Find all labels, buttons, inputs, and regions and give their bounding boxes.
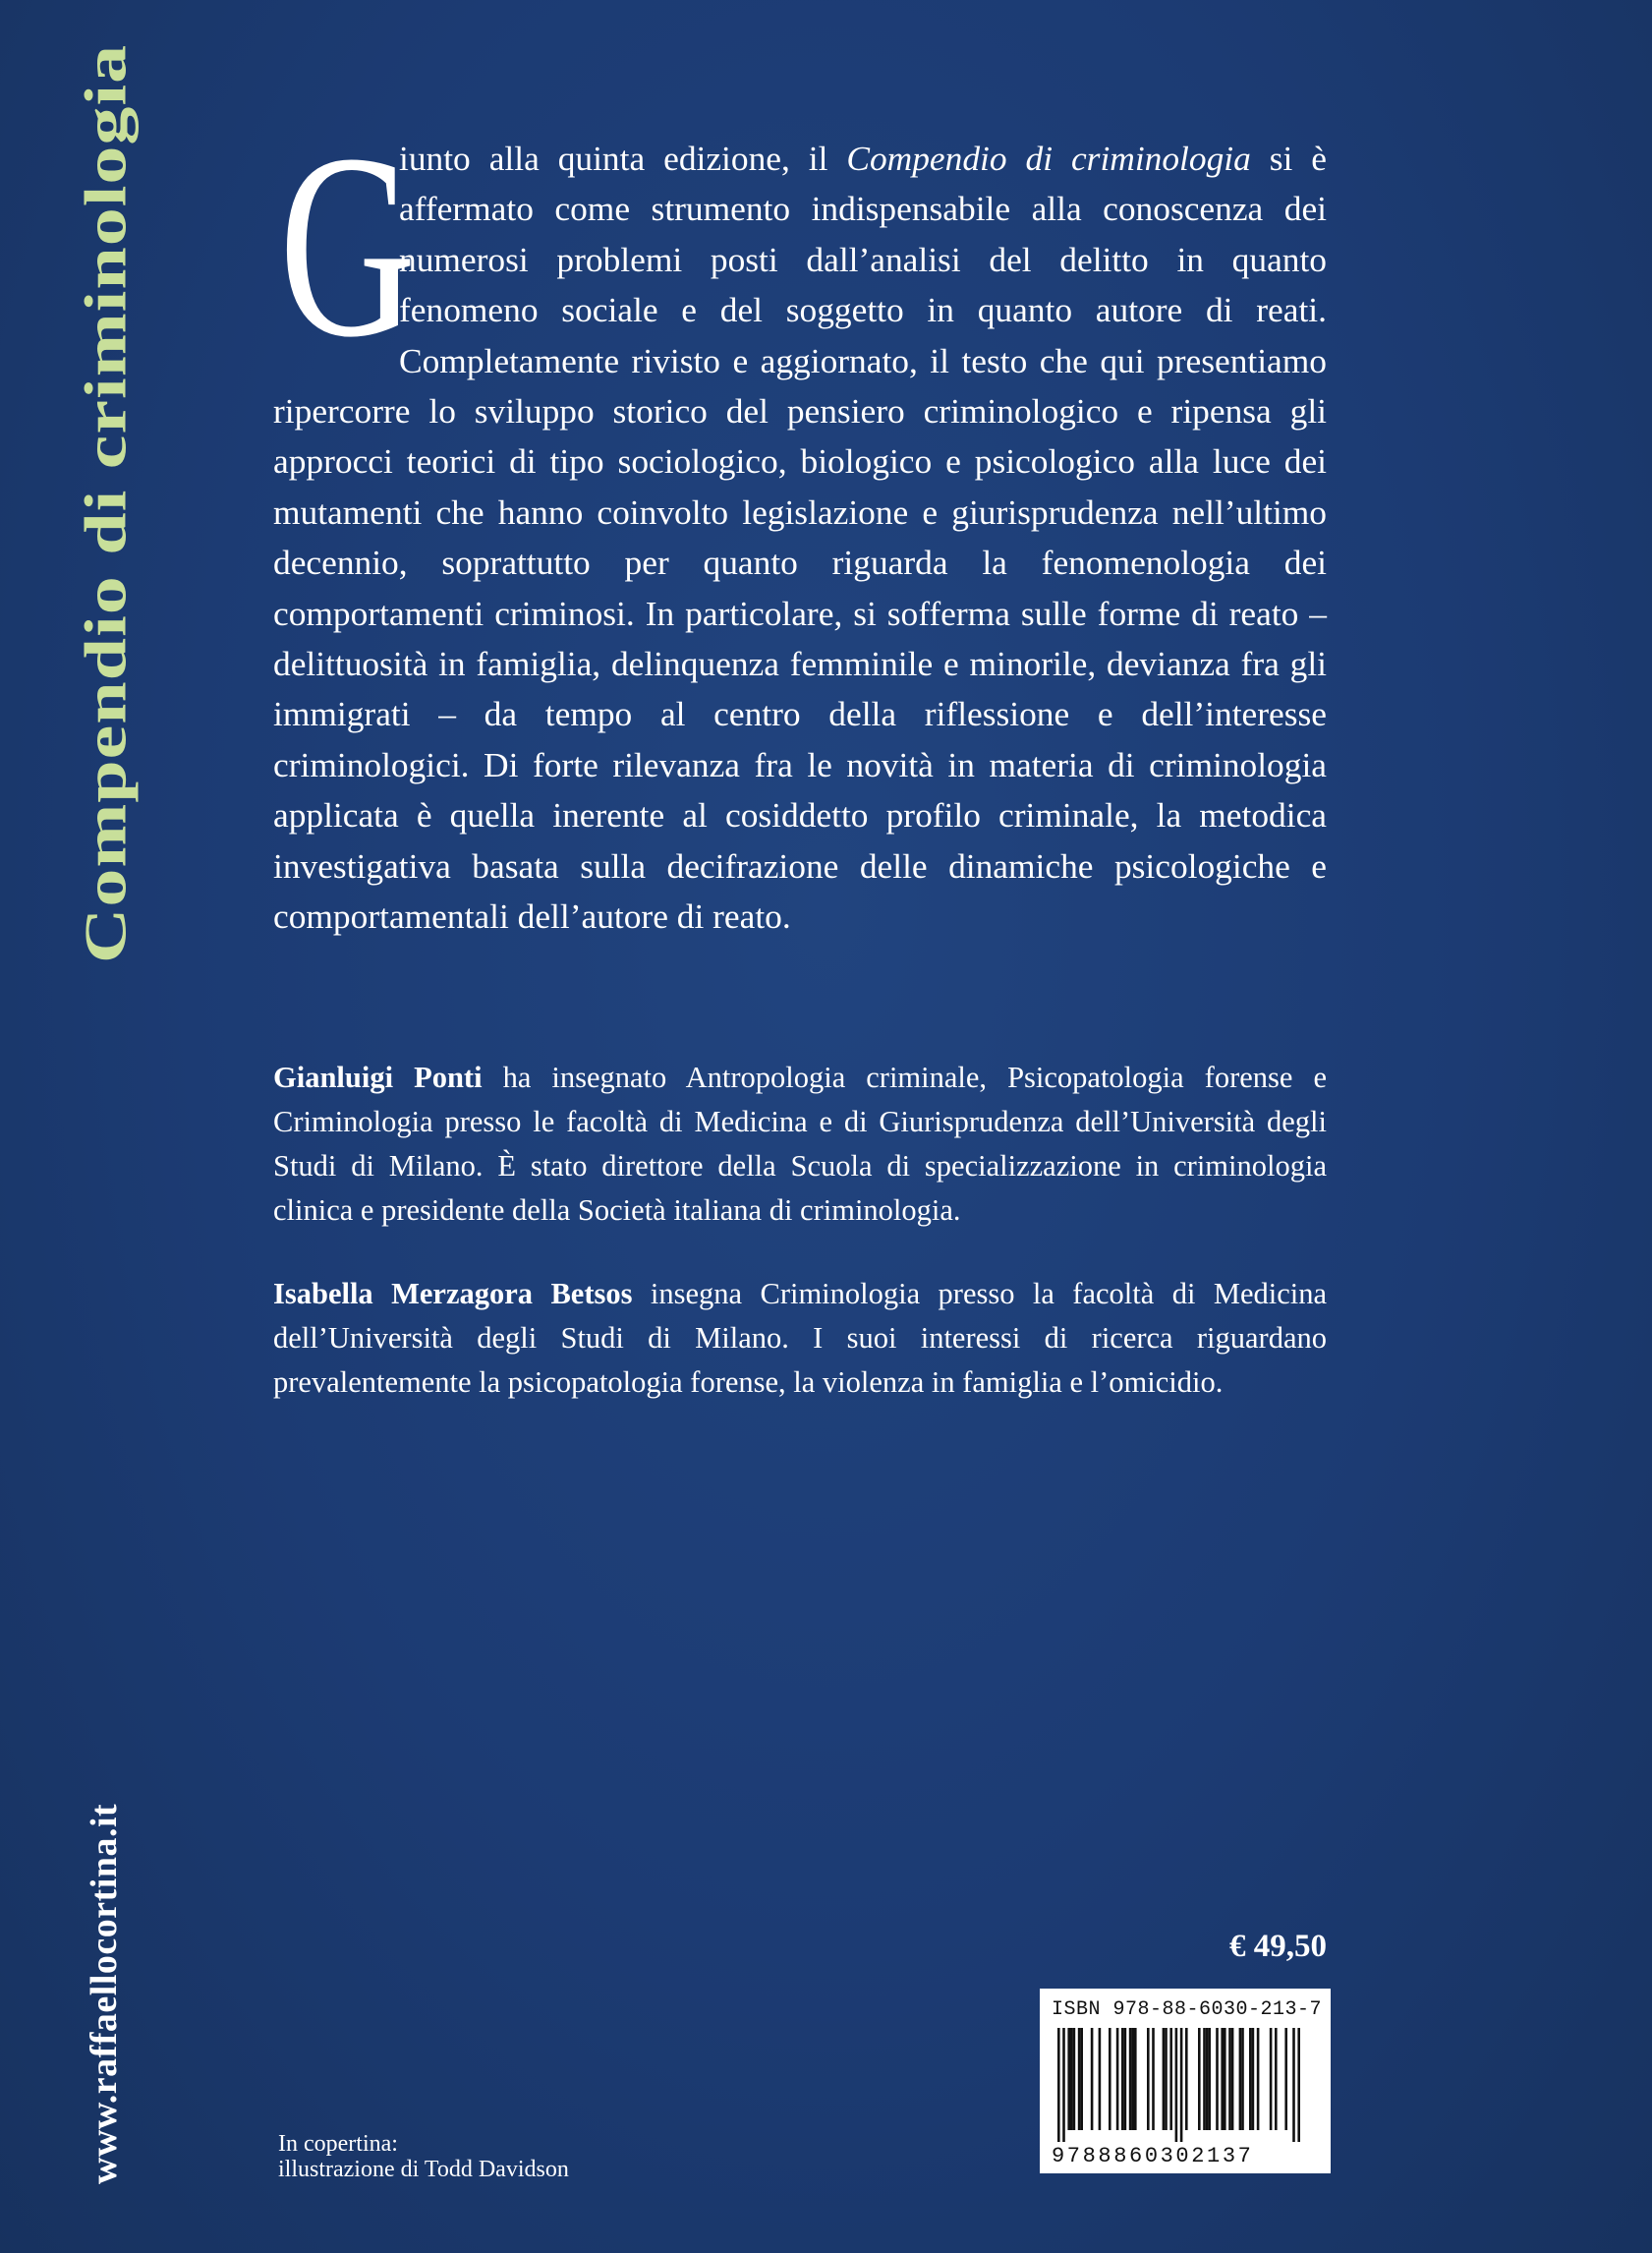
- barcode-bar: [1165, 2028, 1168, 2130]
- barcode-bar: [1185, 2028, 1188, 2130]
- barcode-bar: [1131, 2028, 1134, 2130]
- author-name: Gianluigi Ponti: [273, 1061, 483, 1094]
- barcode-bar: [1121, 2028, 1124, 2130]
- barcode-bar: [1216, 2028, 1219, 2130]
- barcode-bar: [1198, 2028, 1201, 2130]
- barcode-bar: [1208, 2028, 1211, 2130]
- description-book-title: Compendio di criminologia: [846, 139, 1251, 178]
- cover-credit: [278, 2131, 569, 2182]
- barcode-bar: [1134, 2028, 1137, 2130]
- isbn-number: ISBN 978-88-6030-213-7: [1052, 1998, 1323, 2021]
- barcode-bar: [1147, 2028, 1150, 2130]
- barcode-panel: [1040, 1989, 1331, 2173]
- drop-cap-letter: G: [279, 99, 417, 391]
- publisher-website: www.raffaellocortina.it: [84, 1803, 125, 2184]
- barcode-bar: [1129, 2028, 1132, 2130]
- barcode-icon: [1057, 2028, 1313, 2142]
- barcode-bar: [1073, 2028, 1076, 2130]
- barcode-bar: [1270, 2028, 1273, 2130]
- barcode-bar: [1231, 2028, 1234, 2130]
- barcode-bar: [1070, 2028, 1073, 2130]
- author-bio-text: insegna Criminologia presso la facoltà di Medicina dell’Università degli Studi di Milano. I suoi interessi di ricerca riguardano prevalentemente la psicopatologia forense, la violenza in famiglia e l’omicidio.: [273, 1277, 1328, 1399]
- barcode-bar: [1292, 2028, 1295, 2142]
- barcode-bar: [1224, 2028, 1226, 2130]
- barcode-bar: [1163, 2028, 1166, 2130]
- barcode-bar: [1057, 2028, 1060, 2142]
- barcode-bar: [1116, 2028, 1119, 2130]
- barcode-bar: [1275, 2028, 1278, 2130]
- author-name: Isabella Merzagora Betsos: [273, 1277, 633, 1310]
- barcode-bar: [1249, 2028, 1252, 2130]
- barcode-bar: [1206, 2028, 1209, 2130]
- author-bio-text: ha insegnato Antropologia criminale, Psicopatologia forense e Criminologia presso le facoltà di Medicina e di Giurisprudenza dell’Università degli Studi di Milano. È stato direttore della Scuola di specializzazione in criminologia clinica e presidente della Società italiana di criminologia.: [273, 1061, 1327, 1227]
- barcode-bar: [1284, 2028, 1287, 2130]
- barcode-bar: [1169, 2028, 1172, 2130]
- barcode-bar: [1124, 2028, 1127, 2130]
- barcode-bar: [1152, 2028, 1155, 2130]
- barcode-bar: [1297, 2028, 1300, 2142]
- barcode-bar: [1257, 2028, 1260, 2130]
- barcode-bar: [1239, 2028, 1242, 2130]
- barcode-bar: [1203, 2028, 1206, 2130]
- price-label: € 49,50: [1229, 1929, 1327, 1964]
- barcode-bar: [1062, 2028, 1065, 2142]
- book-description: [273, 99, 1328, 943]
- barcode-bar: [1067, 2028, 1070, 2130]
- cover-credit-illustrator: illustrazione di Todd Davidson: [278, 2157, 569, 2182]
- barcode-bar: [1099, 2028, 1102, 2130]
- author-bio-ponti: [273, 1056, 1327, 1233]
- barcode-bar: [1080, 2028, 1083, 2130]
- barcode-bar: [1252, 2028, 1255, 2130]
- barcode-bar: [1091, 2028, 1094, 2130]
- barcode-bar: [1228, 2028, 1231, 2130]
- barcode-bar: [1175, 2028, 1178, 2142]
- barcode-bar: [1078, 2028, 1081, 2130]
- description-intro: iunto alla quinta edizione, il: [399, 139, 847, 178]
- spine-title: Compendio di criminologia: [71, 43, 139, 963]
- description-body: si è affermato come strumento indispensabile alla conoscenza dei numerosi problemi posti dall’analisi del delitto in quanto fenomeno sociale e del soggetto in quanto autore di reati. Completamente rivisto e aggiornato, il testo che qui presentiamo ripercorre lo sviluppo storico del pensiero criminologico e ripensa gli approcci teorici di tipo sociologico, biologico e psicologico alla luce dei mutamenti che hanno coinvolto legislazione e giurisprudenza nell’ultimo decennio, soprattutto per quanto riguarda la fenomenologia dei comportamenti criminosi. In particolare, si sofferma sulle forme di reato – delittuosità in famiglia, delinquenza femminile e minorile, devianza fra gli immigrati – da tempo al centro della riflessione e dell’interesse criminologici. Di forte rilevanza fra le novità in materia di criminologia applicata è quella inerente al cosiddetto profilo criminale, la metodica investigativa basata sulla decifrazione delle dinamiche psicologiche e comportamentali dell’autore di reato.: [273, 139, 1328, 937]
- barcode-bar: [1109, 2028, 1111, 2130]
- barcode-bar: [1180, 2028, 1183, 2142]
- cover-credit-label: In copertina:: [278, 2131, 398, 2157]
- barcode-bar: [1221, 2028, 1224, 2130]
- ean-digits: 9788860302137: [1052, 2144, 1254, 2168]
- barcode-bar: [1241, 2028, 1244, 2130]
- author-bio-merzagora: [273, 1272, 1327, 1405]
